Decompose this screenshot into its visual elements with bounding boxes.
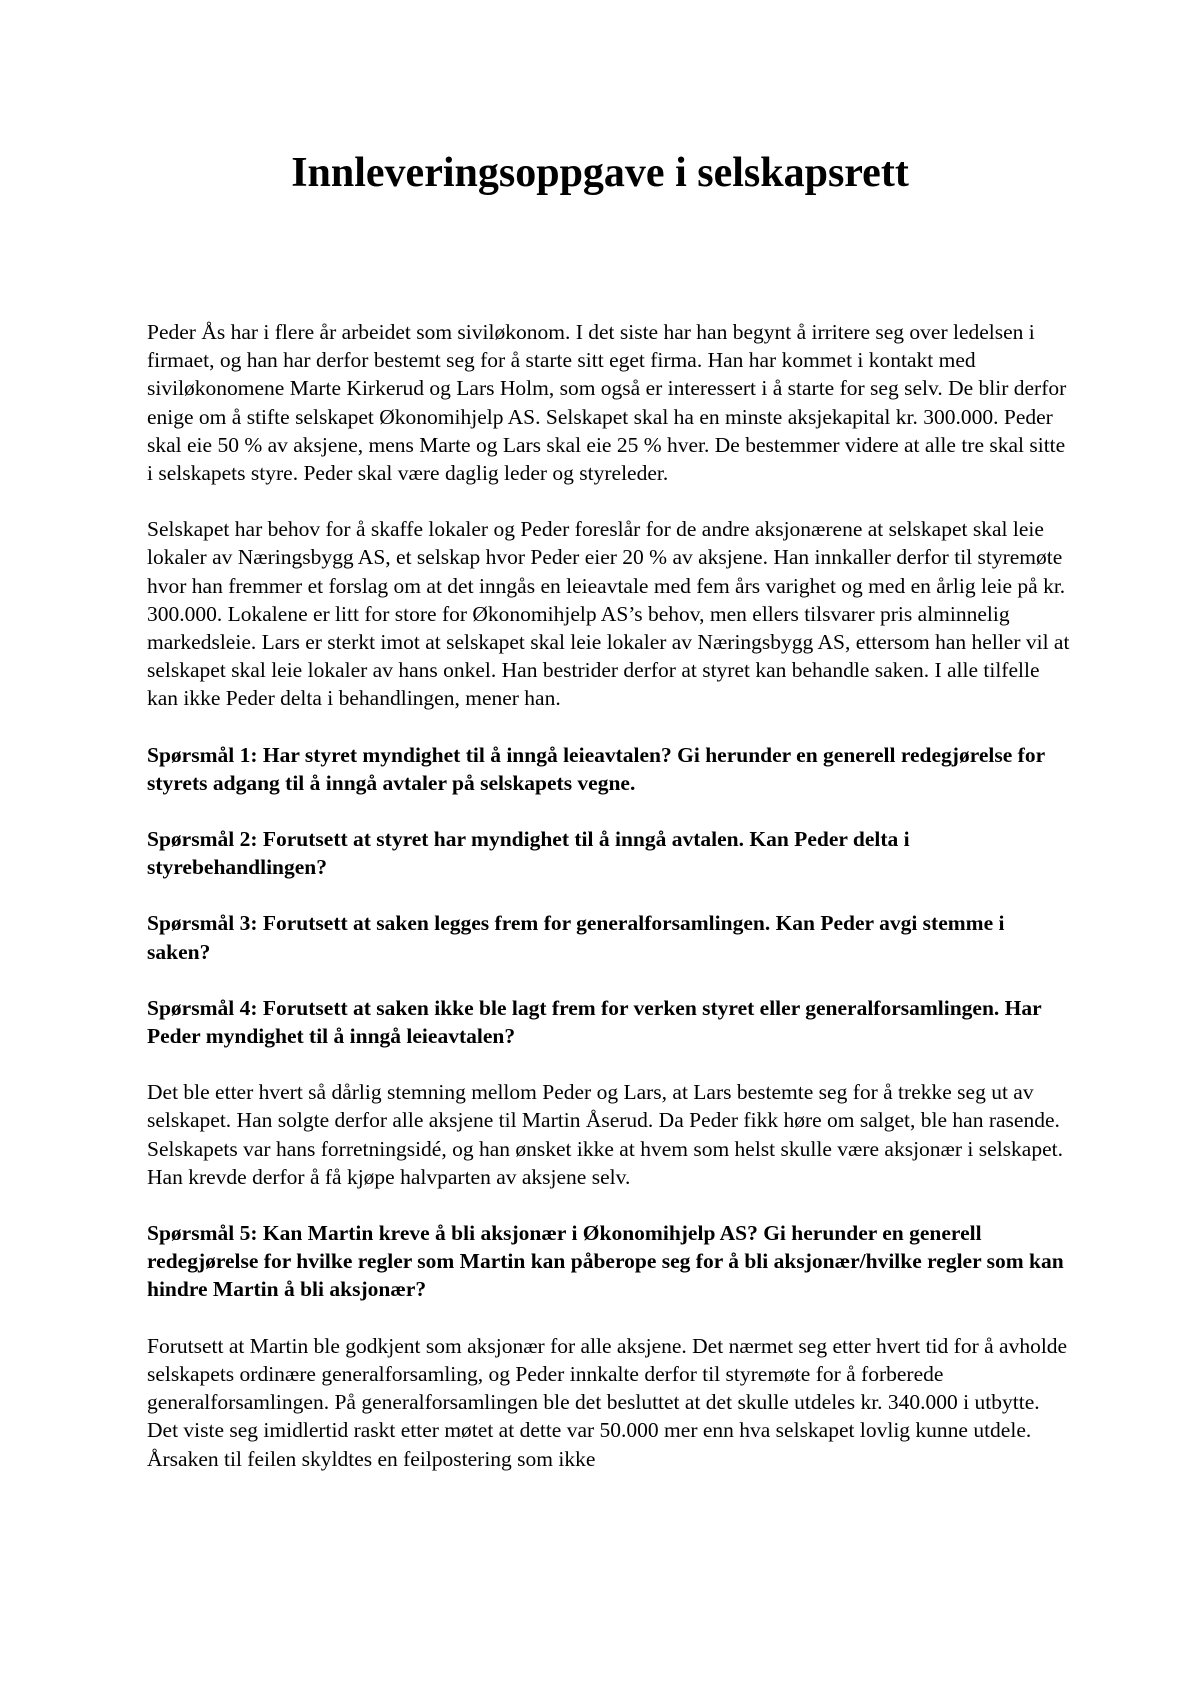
question-1: Spørsmål 1: Har styret myndighet til å inngå leieavtalen? Gi herunder en generell redegjørelse for styrets adgang til å inngå avtaler på selskapets vegne. bbox=[147, 742, 1045, 795]
paragraph-lease-case: Selskapet har behov for å skaffe lokaler og Peder foreslår for de andre aksjonærene at selskapet skal leie lokaler av Næringsbygg AS, et selskap hvor Peder eier 20 % av aksjene. Han innkaller derfor til styremøte hvor han fremmer et forslag om at det inngås en leieavtale med fem års varighet og med en årlig leie på kr. 300.000. Lokalene er litt for store for Økonomihjelp AS’s behov, men ellers tilsvarer pris alminnelig markedsleie. Lars er sterkt imot at selskapet skal leie lokaler av Næringsbygg AS, ettersom han heller vil at selskapet skal leie lokaler av hans onkel. Han bestrider derfor at styret kan behandle saken. I alle tilfelle kan ikke Peder delta i behandlingen, mener han. bbox=[147, 517, 1070, 711]
paragraph-share-sale: Det ble etter hvert så dårlig stemning mellom Peder og Lars, at Lars bestemte seg for å trekke seg ut av selskapet. Han solgte derfor alle aksjene til Martin Åserud. Da Peder fikk høre om salget, ble han rasende. Selskapets var hans forretningsidé, og han ønsket ikke at hvem som helst skulle være aksjonær i selskapet. Han krevde derfor å få kjøpe halvparten av aksjene selv. bbox=[147, 1080, 1063, 1189]
document-body bbox=[147, 318, 1072, 1501]
question-3: Spørsmål 3: Forutsett at saken legges frem for generalforsamlingen. Kan Peder avgi stemme i saken? bbox=[147, 911, 1005, 964]
paragraph-dividend: Forutsett at Martin ble godkjent som aksjonær for alle aksjene. Det nærmet seg etter hvert tid for å avholde selskapets ordinære generalforsamling, og Peder innkalte derfor til styremøte for å forberede generalforsamlingen. På generalforsamlingen ble det besluttet at det skulle utdeles kr. 340.000 i utbytte. Det viste seg imidlertid raskt etter møtet at dette var 50.000 mer enn hva selskapet lovlig kunne utdele. Årsaken til feilen skyldtes en feilpostering som ikke bbox=[147, 1333, 1068, 1471]
question-5: Spørsmål 5: Kan Martin kreve å bli aksjonær i Økonomihjelp AS? Gi herunder en generell redegjørelse for hvilke regler som Martin kan påberope seg for å bli aksjonær/hvilke regler som kan hindre Martin å bli aksjonær? bbox=[147, 1221, 1064, 1302]
document-title: Innleveringsoppgave i selskapsrett bbox=[291, 150, 909, 196]
question-4: Spørsmål 4: Forutsett at saken ikke ble lagt frem for verken styret eller generalforsamlingen. Har Peder myndighet til å inngå leieavtalen? bbox=[147, 995, 1042, 1049]
question-2: Spørsmål 2: Forutsett at styret har myndighet til å inngå avtalen. Kan Peder delta i styrebehandlingen? bbox=[147, 827, 910, 880]
paragraph-intro: Peder Ås har i flere år arbeidet som siviløkonom. I det siste har han begynt å irritere seg over ledelsen i firmaet, og han har derfor bestemt seg for å starte sitt eget firma. Han har kommet i kontakt med siviløkonomene Marte Kirkerud og Lars Holm, som også er interessert i å starte for seg selv. De blir derfor enige om å stifte selskapet Økonomihjelp AS. Selskapet skal ha en minste aksjekapital kr. 300.000. Peder skal eie 50 % av aksjene, mens Marte og Lars skal eie 25 % hver. De bestemmer videre at alle tre skal sitte i selskapets styre. Peder skal være daglig leder og styreleder. bbox=[147, 320, 1067, 486]
